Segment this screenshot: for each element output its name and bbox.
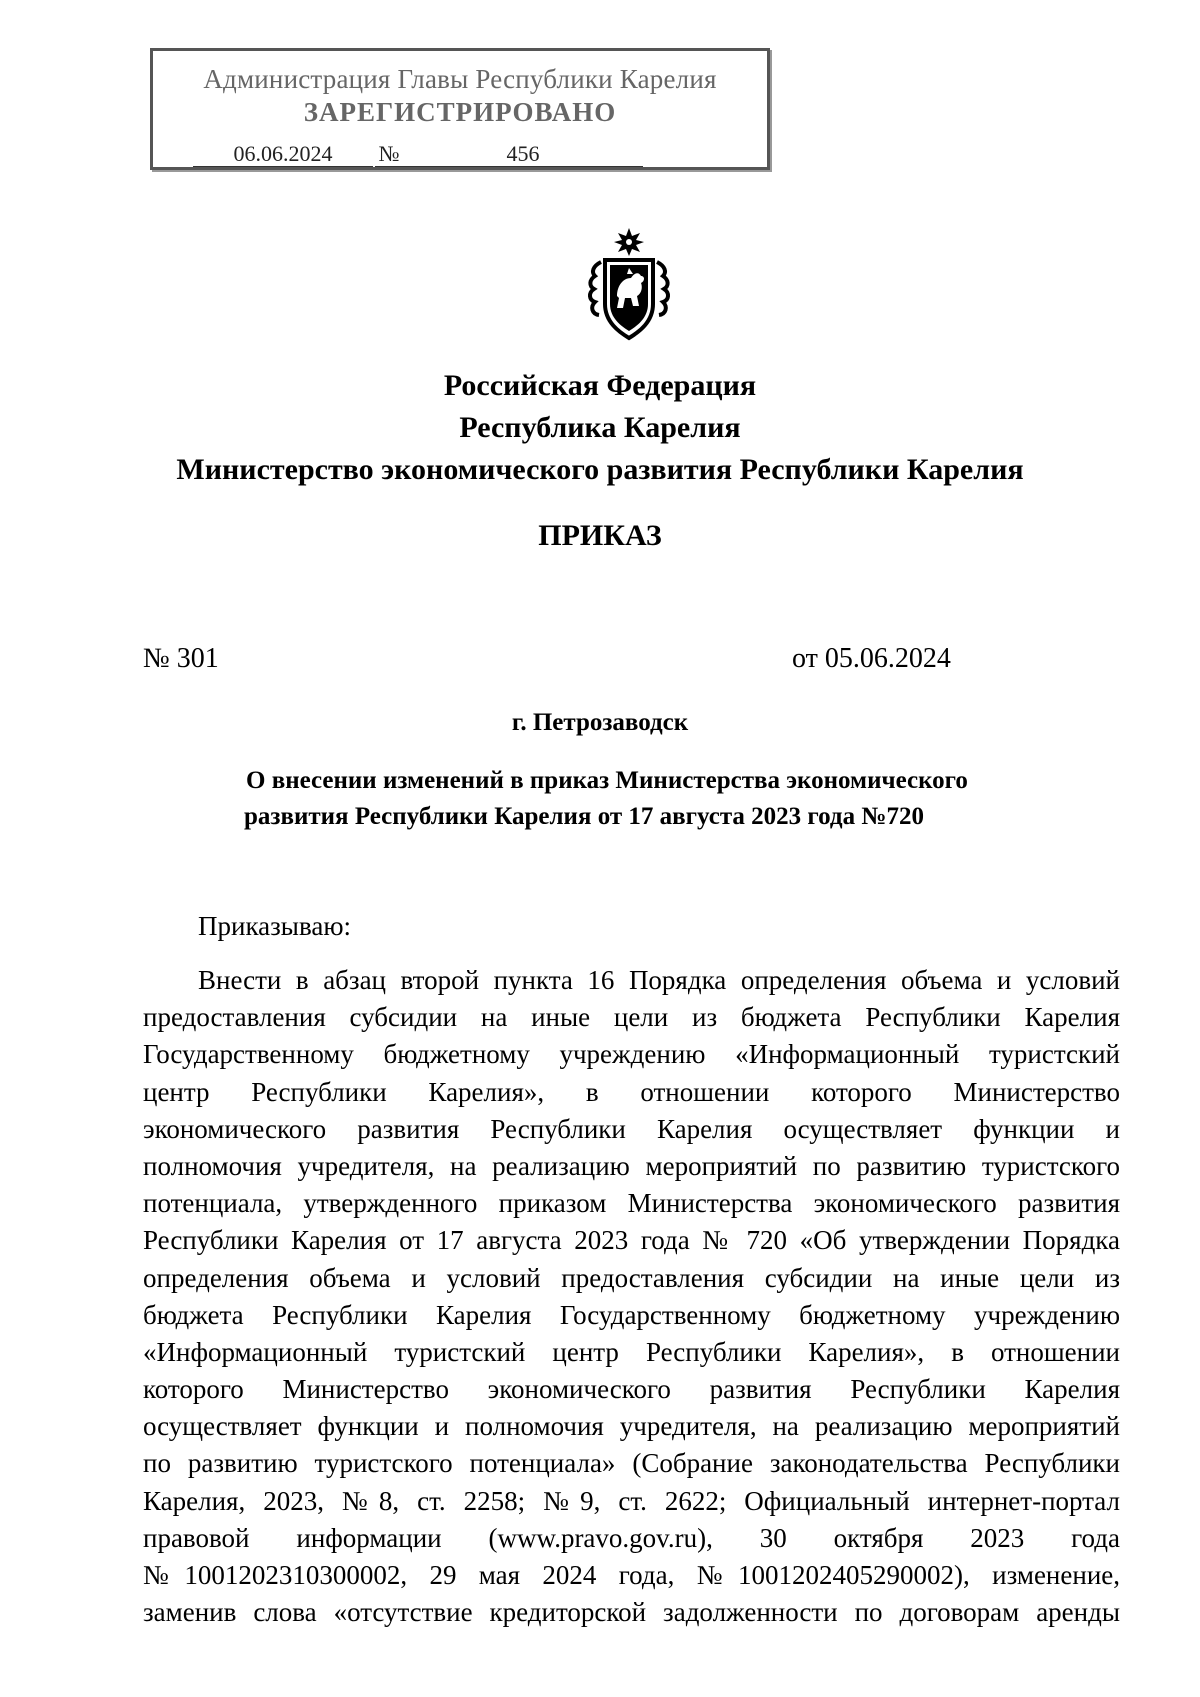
body-line: Внести в абзац второй пункта 16 Порядка определения объема и условий (198, 965, 1120, 995)
stamp-number: 456 (403, 142, 643, 167)
karelia-coat-of-arms-icon (583, 226, 675, 342)
body-line: «Информационный туристский центр Республики Карелия», в отношении (143, 1336, 1120, 1367)
document-title (246, 763, 1086, 835)
stamp-number-sign: № (375, 142, 403, 167)
body-line: №1001202310300002, 29 мая 2024 года, №1001202405290002), изменение, (143, 1560, 1120, 1590)
order-directive: Приказываю: (198, 911, 351, 941)
header-ministry: Министерство экономического развития Республики Карелия (176, 453, 1024, 486)
body-line: заменив слова «отсутствие кредиторской задолженности по договорам аренды (143, 1597, 1120, 1628)
body-line: определения объема и условий предоставления субсидии на иные цели из (143, 1262, 1120, 1293)
body-line: потенциала, утвержденного приказом Министерства экономического развития (143, 1188, 1120, 1219)
body-line: полномочия учредителя, на реализацию мероприятий по развитию туристского (143, 1150, 1120, 1181)
header-country: Российская Федерация (443, 369, 757, 402)
order-city: г. Петрозаводск (511, 709, 689, 736)
title-line: развития Республики Карелия от 17 августа 2023 года №720 (244, 803, 924, 830)
body-line: по развитию туристского потенциала» (Собрание законодательства Республики (143, 1448, 1120, 1479)
stamp-registration-line (193, 143, 753, 171)
title-line: О внесении изменений в приказ Министерства экономического (246, 767, 968, 794)
body-line: правовой информации (www.pravo.gov.ru), 30 октября 2023 года (143, 1522, 1120, 1553)
body-line: предоставления субсидии на иные цели из бюджета Республики Карелия (143, 1002, 1120, 1033)
header-region: Республика Карелия (459, 411, 741, 444)
document-type: ПРИКАЗ (538, 519, 662, 552)
body-line: экономического развития Республики Карелия осуществляет функции и (143, 1113, 1120, 1144)
order-date: от 05.06.2024 (792, 643, 951, 674)
body-line: Республики Карелия от 17 августа 2023 года № 720 «Об утверждении Порядка (143, 1225, 1120, 1256)
body-line: бюджета Республики Карелия Государственному бюджетному учреждению (143, 1299, 1120, 1330)
body-line: центр Республики Карелия», в отношении которого Министерство (143, 1076, 1120, 1107)
stamp-organization: Администрация Главы Республики Карелия (203, 64, 717, 94)
body-line: Карелия, 2023, №8, ст. 2258; №9, ст. 2622; Официальный интернет-портал (143, 1485, 1120, 1516)
stamp-status: ЗАРЕГИСТРИРОВАНО (303, 97, 617, 127)
body-line: которого Министерство экономического развития Республики Карелия (143, 1374, 1120, 1405)
registration-stamp (150, 48, 770, 170)
order-number: № 301 (143, 643, 219, 674)
stamp-date: 06.06.2024 (193, 142, 373, 167)
body-line: Государственному бюджетному учреждению «Информационный туристский (143, 1039, 1120, 1070)
body-line: осуществляет функции и полномочия учредителя, на реализацию мероприятий (143, 1411, 1120, 1442)
body-paragraph (143, 962, 1120, 1631)
